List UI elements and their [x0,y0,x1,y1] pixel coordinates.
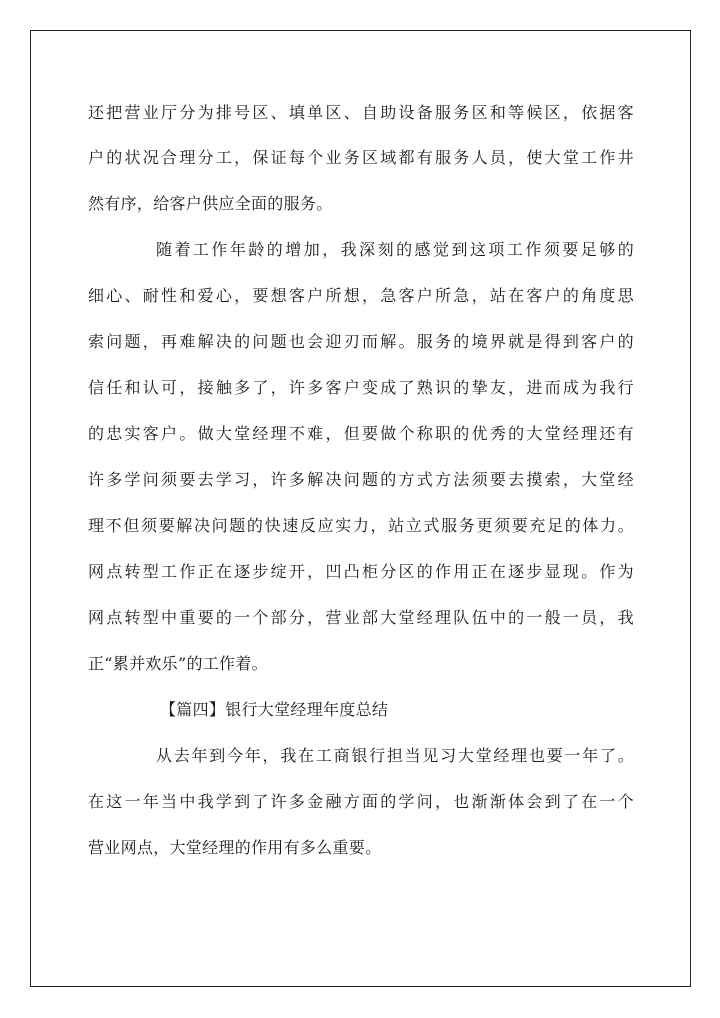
paragraph-line: 网点转型工作正在逐步绽开，凹凸柜分区的作用正在逐步显现。作为 [88,562,634,581]
paragraph-line: 细心、耐性和爱心，要想客户所想，急客户所急，站在客户的角度思 [88,286,634,305]
paragraph-line: 随着工作年龄的增加，我深刻的感觉到这项工作须要足够的 [156,240,634,259]
paragraph-line: 然有序，给客户供应全面的服务。 [88,194,333,213]
paragraph-line: 网点转型中重要的一个部分，营业部大堂经理队伍中的一般一员，我 [88,608,634,627]
paragraph-line: 从去年到今年，我在工商银行担当见习大堂经理也要一年了。 [156,746,634,765]
paragraph-line: 许多学问须要去学习，许多解决问题的方式方法须要去摸索，大堂经 [88,470,634,489]
paragraph-line: 还把营业厅分为排号区、填单区、自助设备服务区和等候区，依据客 [88,103,634,122]
paragraph-line: 索问题，再难解决的问题也会迎刃而解。服务的境界就是得到客户的 [88,332,634,351]
paragraph-line: 的忠实客户。做大堂经理不难，但要做个称职的优秀的大堂经理还有 [88,424,634,443]
paragraph-line: 信任和认可，接触多了，许多客户变成了熟识的挚友，进而成为我行 [88,378,634,397]
paragraph-line: 理不但须要解决问题的快速反应实力，站立式服务更须要充足的体力。 [88,516,634,535]
paragraph-line: 户的状况合理分工，保证每个业务区域都有服务人员，使大堂工作井 [88,148,634,167]
paragraph-line: 营业网点，大堂经理的作用有多么重要。 [88,838,382,857]
section-heading: 【篇四】银行大堂经理年度总结 [160,700,389,719]
paragraph-line: 在这一年当中我学到了许多金融方面的学问，也渐渐体会到了在一个 [88,792,634,811]
paragraph-line: 正“累并欢乐”的工作着。 [88,654,268,673]
